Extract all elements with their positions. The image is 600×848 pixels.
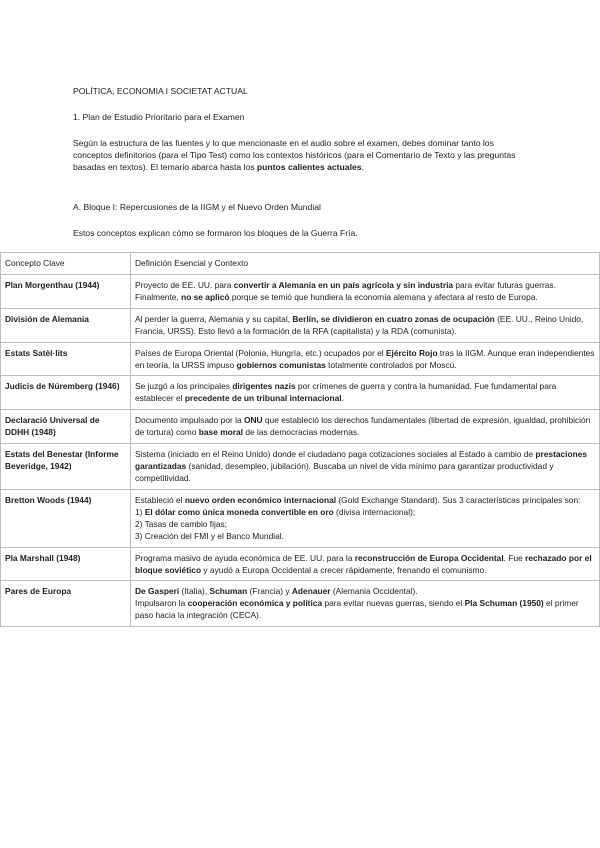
text-run: Estableció el: [135, 494, 185, 505]
table-row: [1, 444, 600, 490]
definition-cell: [131, 274, 600, 308]
text-run: tras la IIGM. Aunque eran independientes en teoría, la URSS impuso: [135, 347, 595, 370]
text-run: el primer paso hacia la integración (CECA).: [135, 598, 579, 621]
bold-text: dirigentes nazis: [232, 381, 296, 392]
bold-text: no se aplicó: [181, 291, 230, 302]
text-run: porque se temió que hundiera la economía alemana y afectara al resto de Europa.: [229, 291, 538, 302]
bold-text: convertir a Alemania en un país agrícola y sin industria: [233, 279, 454, 290]
concept-cell: [1, 581, 131, 627]
text-run: 1): [135, 506, 145, 517]
text-run: Sistema (iniciado en el Reino Unido) donde el ciudadano paga cotizaciones sociales al Estado a cambio de: [135, 449, 536, 460]
definition-cell: [131, 581, 600, 627]
bold-text: Berlín, se dividieron en cuatro zonas de ocupación: [292, 313, 495, 324]
bold-text: cooperación económica y política: [187, 598, 323, 609]
definition-cell: [131, 410, 600, 444]
table-row: [1, 489, 600, 547]
concept-label: Judicis de Núremberg (1946): [5, 381, 120, 392]
text-run: Se juzgó a los principales: [135, 381, 233, 392]
concept-label: Bretton Woods (1944): [5, 494, 92, 505]
text-run: (Italia),: [179, 586, 210, 597]
bold-text: prestaciones garantizadas: [135, 449, 588, 472]
table-row: [1, 581, 600, 627]
text-run: Según la estructura de las fuentes y lo que mencionaste en el audio sobre el examen, debes dominar tanto los conceptos definitorios (para el Tipo Test) como los contextos históricos (para el Comentario de Texto y las preguntas basadas en textos). El temario abarca hasta los: [73, 138, 516, 172]
text-run: Documento impulsado por la: [135, 415, 244, 426]
bold-text: nuevo orden económico internacional: [184, 494, 337, 505]
text-run: (Alemania Occidental).: [330, 586, 418, 597]
text-run: totalmente controlados por Moscú.: [325, 359, 457, 370]
document-title: POLÍTICA, ECONOMIA I SOCIETAT ACTUAL: [73, 86, 248, 96]
text-run: de las democracias modernas.: [243, 427, 360, 438]
text-run: que estableció los derechos fundamentales (libertad de expresión, igualdad, prohibición de tortura) como: [135, 415, 591, 438]
concept-cell: [1, 444, 131, 490]
definition-cell: [131, 342, 600, 376]
table-row: [1, 274, 600, 308]
table-row: [1, 547, 600, 581]
definition-cell: [131, 376, 600, 410]
text-run: (Gold Exchange Standard). Sus 3 características principales son:: [336, 494, 581, 505]
concept-cell: [1, 410, 131, 444]
concept-label: Pla Marshall (1948): [5, 552, 81, 563]
bold-text: puntos calientes actuales: [256, 161, 362, 172]
text-run: para evitar futuras guerras. Finalmente,: [135, 279, 556, 302]
text-run: Programa masivo de ayuda económica de EE. UU. para la: [135, 552, 355, 563]
bold-text: gobiernos comunistas: [236, 359, 326, 370]
bold-text: De Gasperi: [135, 586, 180, 597]
table-row: [1, 376, 600, 410]
concepts-table-wrap: [0, 252, 600, 627]
concept-label: Pares de Europa: [5, 586, 72, 597]
text-run: Al perder la guerra, Alemania y su capital,: [135, 313, 293, 324]
block-intro: Estos conceptos explican cómo se formaron los bloques de la Guerra Fría.: [73, 228, 358, 238]
text-run: (divisa internacional);: [333, 506, 416, 517]
bold-text: Ejército Rojo: [385, 347, 438, 358]
concept-label: Estats del Benestar (Informe Beveridge, 1942): [5, 449, 119, 472]
concept-label: Declaració Universal de DDHH (1948): [5, 415, 100, 438]
definition-cell: [131, 308, 600, 342]
table-row: [1, 308, 600, 342]
concepts-table: [0, 252, 600, 627]
text-run: por crímenes de guerra y contra la humanidad. Fue fundamental para establecer el: [135, 381, 557, 404]
definition-cell: [131, 444, 600, 490]
bold-text: Pla Schuman (1950): [464, 598, 544, 609]
bold-text: ONU: [243, 415, 263, 426]
table-row: [1, 410, 600, 444]
text-run: 2) Tasas de cambio fijas;: [135, 518, 228, 529]
text-run: . Fue: [503, 552, 526, 563]
concept-cell: [1, 342, 131, 376]
text-run: Proyecto de EE. UU. para: [135, 279, 234, 290]
header-concept: Concepto Clave: [1, 253, 131, 275]
bold-text: reconstrucción de Europa Occidental: [354, 552, 504, 563]
concept-cell: [1, 274, 131, 308]
text-run: Países de Europa Oriental (Polonia, Hungría, etc.) ocupados por el: [135, 347, 386, 358]
bold-text: base moral: [198, 427, 244, 438]
table-row: [1, 342, 600, 376]
header-definition: Definición Esencial y Contexto: [131, 253, 600, 275]
concept-label: Plan Morgenthau (1944): [5, 279, 100, 290]
text-run: .: [361, 161, 364, 172]
bold-text: El dólar como única moneda convertible en oro: [144, 506, 334, 517]
text-run: Impulsaron la: [135, 598, 188, 609]
concept-cell: [1, 376, 131, 410]
definition-cell: [131, 489, 600, 547]
table-header-row: [1, 253, 600, 275]
concept-label: División de Alemania: [5, 313, 89, 324]
concept-cell: [1, 308, 131, 342]
text-run: (EE. UU., Reino Unido, Francia, URSS). Esto llevó a la formación de la RFA (capitalista) y la RDA (comunista).: [135, 313, 584, 336]
intro-paragraph: [73, 138, 523, 174]
bold-text: Adenauer: [291, 586, 331, 597]
text-run: (sanidad, desempleo, jubilación). Buscaba un nivel de vida mínimo para garantizar productividad y competitividad.: [135, 461, 554, 483]
concept-cell: [1, 489, 131, 547]
bold-text: Schuman: [209, 586, 248, 597]
text-run: para evitar nuevas guerras, siendo el: [322, 598, 465, 609]
section-heading: 1. Plan de Estudio Prioritario para el Examen: [73, 112, 245, 122]
text-run: (Francia) y: [247, 586, 292, 597]
text-run: .: [341, 393, 344, 404]
concept-cell: [1, 547, 131, 581]
text-run: y ayudó a Europa Occidental a crecer rápidamente, frenando el comunismo.: [201, 564, 487, 575]
text-run: 3) Creación del FMI y el Banco Mundial.: [135, 530, 284, 541]
block-heading: A. Bloque I: Repercusiones de la IIGM y el Nuevo Orden Mundial: [73, 202, 321, 212]
concept-label: Estats Satèl·lits: [5, 347, 68, 358]
bold-text: precedente de un tribunal internacional: [184, 393, 342, 404]
definition-cell: [131, 547, 600, 581]
bold-text: rechazado por el bloque soviético: [135, 552, 592, 575]
